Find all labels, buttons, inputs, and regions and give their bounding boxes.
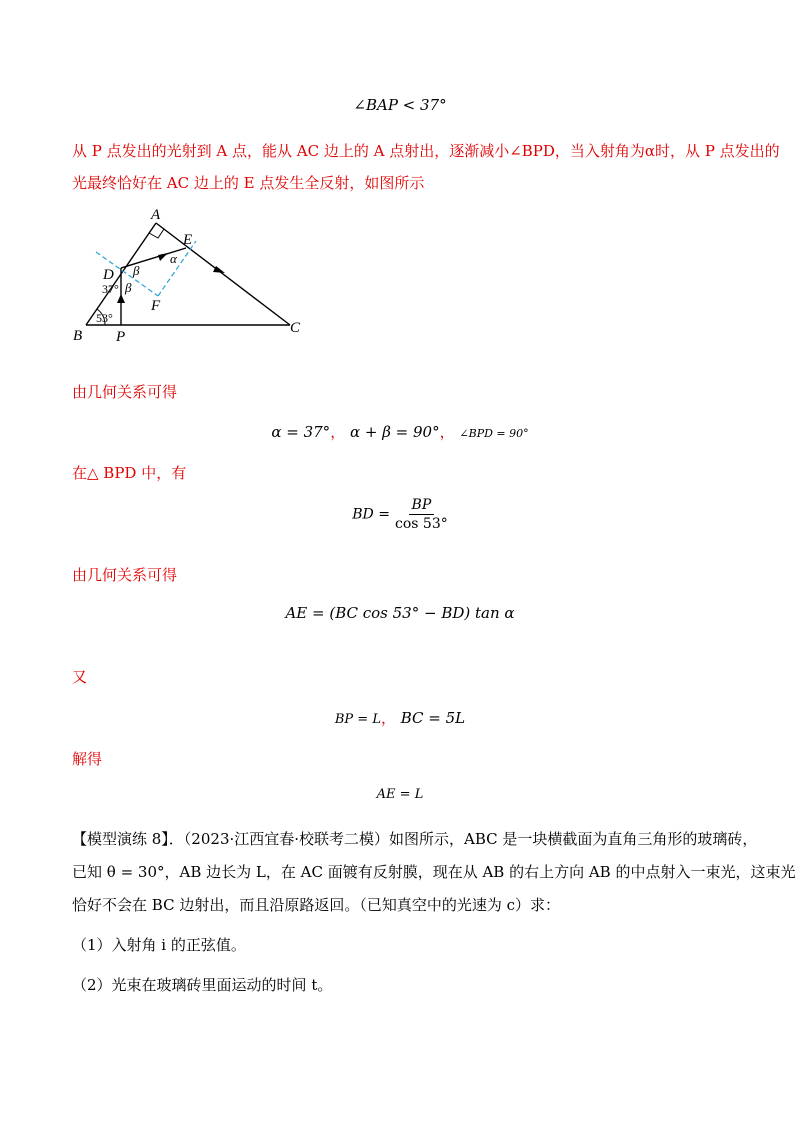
ray-arrow-de [158,253,168,261]
equation-5 [0,784,800,802]
label-p: P [116,329,126,345]
solve-label: 解得 [72,750,103,768]
question-2: （2）光束在玻璃砖里面运动的时间 t。 [72,976,333,994]
equation-3 [0,604,800,622]
exercise-line-1: 【模型演练 8】．（2023·江西宜春·校联考二模）如图所示，ABC 是一块横截面为直角三角形的玻璃砖， [72,830,758,848]
eq2-numerator: BP [409,497,435,515]
exercise-line-2: 已知 θ = 30°，AB 边长为 L，在 AC 面镀有反射膜，现在从 AB 的右上方向 AB 的中点射入一束光，这束光 [72,863,796,881]
label-beta-2: β [125,280,132,295]
paragraph-line-2: 光最终恰好在 AC 边上的 E 点发生全反射，如图所示 [72,174,425,192]
eq1-sum: α + β = 90° [349,423,440,441]
equation-4 [0,707,800,728]
triangle-figure [70,205,330,345]
label-c: C [290,320,301,336]
label-a: A [151,207,161,223]
eq1-angle-bpd: ∠BPD = 90° [459,427,529,440]
label-f: F [151,298,161,314]
eq4-sep: ， [380,709,396,727]
label-e: E [183,232,193,248]
question-1: （1）入射角 i 的正弦值。 [72,936,246,954]
label-alpha: α [170,251,177,266]
exercise-line-3: 恰好不会在 BC 边射出，而且沿原路返回。（已知真空中的光速为 c）求： [72,896,560,914]
top-formula [0,96,800,114]
side-ac [156,223,290,325]
eq2-fraction [395,497,448,532]
eq4-bp: BP = L [334,712,381,727]
label-b: B [73,328,83,344]
eq5-text: AE = L [376,787,424,802]
geom-label-1: 由几何关系可得 [72,383,178,401]
again-label: 又 [72,668,88,686]
triangle-label: 在△ BPD 中，有 [72,464,187,482]
normal-at-e [158,241,196,296]
geom-label-2: 由几何关系可得 [72,566,178,584]
eq2-denominator: cos 53° [395,516,448,532]
eq4-bc: BC = 5L [400,709,466,727]
paragraph-line-1: 从 P 点发出的光射到 A 点，能从 AC 边上的 A 点射出，逐渐减小∠BPD，当入射角为α时，从 P 点发出的 [72,142,780,160]
label-angle-53: 53° [96,311,113,325]
label-d: D [103,267,114,283]
eq2-lhs: BD = [352,506,390,523]
label-beta-1: β [133,263,140,278]
eq3-text: AE = (BC cos 53° − BD) tan α [285,604,515,622]
eq1-alpha: α = 37° [271,423,331,441]
equation-1 [0,421,800,442]
formula-bap: ∠BAP < 37° [353,96,447,114]
equation-2 [0,497,800,532]
label-angle-37: 37° [102,282,119,296]
eq1-sep-1: ， [330,423,346,441]
eq1-sep-2: ， [439,423,455,441]
